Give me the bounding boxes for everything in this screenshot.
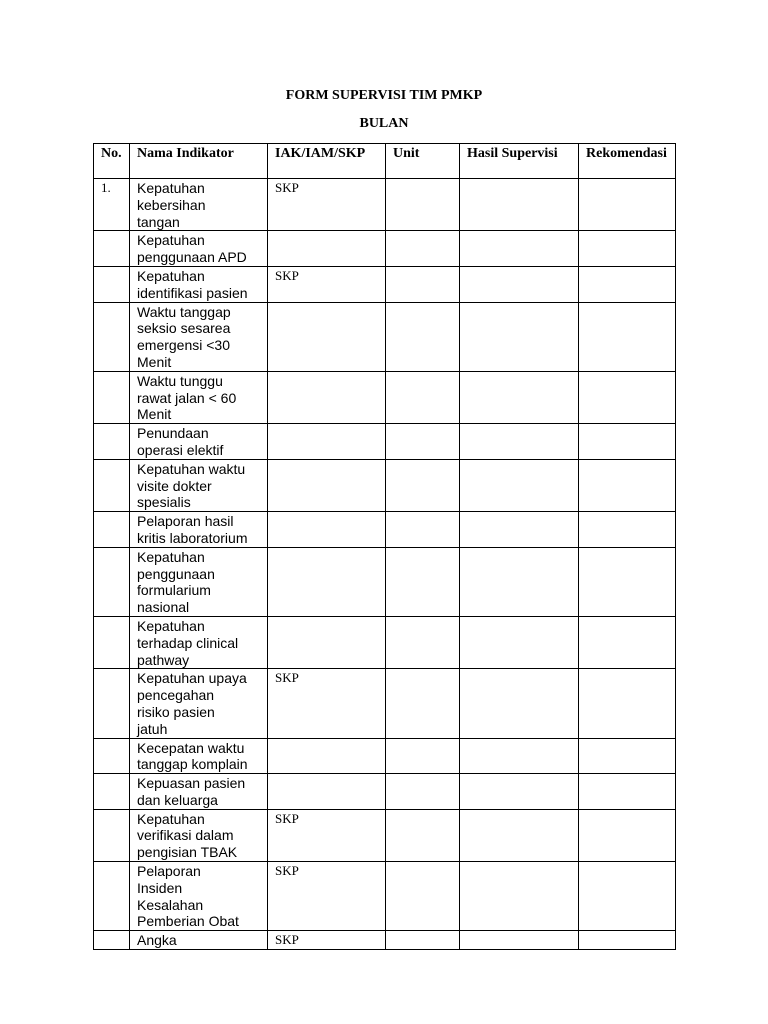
indicator-line: seksio sesarea bbox=[137, 320, 231, 337]
cell-rekomendasi[interactable] bbox=[579, 931, 676, 950]
cell-hasil-supervisi[interactable] bbox=[460, 371, 579, 423]
cell-nama-indikator bbox=[130, 302, 268, 371]
indicator-line: Menit bbox=[137, 406, 172, 423]
cell-unit[interactable] bbox=[386, 616, 460, 668]
cell-nama-indikator bbox=[130, 424, 268, 460]
table-row bbox=[94, 738, 676, 774]
indicator-line: terhadap clinical bbox=[137, 634, 239, 651]
cell-rekomendasi[interactable] bbox=[579, 231, 676, 267]
indicator-line: kebersihan bbox=[137, 196, 206, 213]
indicator-line: Penundaan bbox=[137, 425, 209, 442]
indicator-line: Kepatuhan upaya bbox=[137, 670, 247, 687]
table-row bbox=[94, 231, 676, 267]
cell-no: 1. bbox=[94, 179, 130, 231]
cell-nama-indikator bbox=[130, 738, 268, 774]
cell-no bbox=[94, 371, 130, 423]
cell-hasil-supervisi[interactable] bbox=[460, 512, 579, 548]
cell-rekomendasi[interactable] bbox=[579, 669, 676, 738]
indicator-line: Kepatuhan bbox=[137, 617, 205, 634]
cell-iak-iam-skp bbox=[268, 459, 386, 511]
table-row bbox=[94, 512, 676, 548]
indicator-line: tanggap komplain bbox=[137, 756, 248, 773]
cell-rekomendasi[interactable] bbox=[579, 179, 676, 231]
table-row bbox=[94, 931, 676, 950]
cell-iak-iam-skp: SKP bbox=[268, 862, 386, 931]
cell-no bbox=[94, 547, 130, 616]
cell-unit[interactable] bbox=[386, 179, 460, 231]
indicator-line: rawat jalan < 60 bbox=[137, 389, 237, 406]
cell-nama-indikator bbox=[130, 512, 268, 548]
cell-iak-iam-skp bbox=[268, 371, 386, 423]
table-row bbox=[94, 459, 676, 511]
cell-rekomendasi[interactable] bbox=[579, 616, 676, 668]
cell-unit[interactable] bbox=[386, 512, 460, 548]
indicator-line: Insiden bbox=[137, 879, 183, 896]
indicator-line: identifikasi pasien bbox=[137, 284, 248, 301]
cell-nama-indikator bbox=[130, 774, 268, 810]
indicator-line: pathway bbox=[137, 651, 190, 668]
cell-iak-iam-skp bbox=[268, 616, 386, 668]
indicator-line: Pelaporan hasil bbox=[137, 513, 234, 530]
cell-iak-iam-skp bbox=[268, 512, 386, 548]
indicator-line: dan keluarga bbox=[137, 791, 218, 808]
cell-nama-indikator bbox=[130, 547, 268, 616]
cell-hasil-supervisi[interactable] bbox=[460, 547, 579, 616]
header-iak-iam-skp: IAK/IAM/SKP bbox=[268, 144, 386, 179]
cell-rekomendasi[interactable] bbox=[579, 459, 676, 511]
cell-no bbox=[94, 669, 130, 738]
cell-unit[interactable] bbox=[386, 231, 460, 267]
cell-nama-indikator bbox=[130, 266, 268, 302]
cell-no bbox=[94, 266, 130, 302]
indicator-line: Kepatuhan bbox=[137, 232, 205, 249]
cell-iak-iam-skp: SKP bbox=[268, 179, 386, 231]
table-row bbox=[94, 616, 676, 668]
cell-nama-indikator bbox=[130, 809, 268, 861]
table-row bbox=[94, 302, 676, 371]
header-no: No. bbox=[94, 144, 130, 179]
indicator-line: Kepatuhan bbox=[137, 810, 205, 827]
cell-no bbox=[94, 931, 130, 950]
cell-no bbox=[94, 459, 130, 511]
cell-no bbox=[94, 862, 130, 931]
cell-nama-indikator bbox=[130, 616, 268, 668]
cell-nama-indikator bbox=[130, 231, 268, 267]
header-rekomendasi: Rekomendasi bbox=[579, 144, 676, 179]
cell-no bbox=[94, 302, 130, 371]
indicator-line: Menit bbox=[137, 353, 172, 370]
indicator-line: pengisian TBAK bbox=[137, 844, 238, 861]
cell-nama-indikator bbox=[130, 179, 268, 231]
cell-rekomendasi[interactable] bbox=[579, 424, 676, 460]
header-nama-indikator: Nama Indikator bbox=[130, 144, 268, 179]
cell-nama-indikator bbox=[130, 371, 268, 423]
cell-hasil-supervisi[interactable] bbox=[460, 931, 579, 950]
indicator-line: penggunaan APD bbox=[137, 249, 247, 266]
cell-unit[interactable] bbox=[386, 547, 460, 616]
cell-hasil-supervisi[interactable] bbox=[460, 669, 579, 738]
table-row bbox=[94, 862, 676, 931]
indicator-line: pencegahan bbox=[137, 687, 215, 704]
cell-no bbox=[94, 774, 130, 810]
cell-iak-iam-skp: SKP bbox=[268, 266, 386, 302]
indicator-line: Kepatuhan bbox=[137, 267, 205, 284]
cell-hasil-supervisi[interactable] bbox=[460, 179, 579, 231]
cell-hasil-supervisi[interactable] bbox=[460, 738, 579, 774]
indicator-line: operasi elektif bbox=[137, 441, 224, 458]
cell-unit[interactable] bbox=[386, 669, 460, 738]
cell-unit[interactable] bbox=[386, 424, 460, 460]
table-row bbox=[94, 547, 676, 616]
cell-unit[interactable] bbox=[386, 459, 460, 511]
document-title: FORM SUPERVISI TIM PMKP bbox=[285, 88, 483, 103]
indicator-line: formularium bbox=[137, 582, 211, 599]
indicator-line: Waktu tanggap bbox=[137, 303, 231, 320]
cell-nama-indikator bbox=[130, 669, 268, 738]
table-row bbox=[94, 179, 676, 231]
cell-unit[interactable] bbox=[386, 931, 460, 950]
table-row bbox=[94, 774, 676, 810]
cell-iak-iam-skp bbox=[268, 302, 386, 371]
indicator-line: nasional bbox=[137, 599, 190, 616]
indicator-line: visite dokter bbox=[137, 477, 212, 494]
indicator-line: Pemberian Obat bbox=[137, 913, 239, 930]
indicator-line: Pelaporan bbox=[137, 863, 201, 880]
table-header-row bbox=[94, 144, 676, 179]
cell-hasil-supervisi[interactable] bbox=[460, 231, 579, 267]
cell-iak-iam-skp bbox=[268, 231, 386, 267]
cell-no bbox=[94, 738, 130, 774]
indicator-line: risiko pasien bbox=[137, 703, 215, 720]
cell-hasil-supervisi[interactable] bbox=[460, 424, 579, 460]
cell-rekomendasi[interactable] bbox=[579, 371, 676, 423]
cell-no bbox=[94, 512, 130, 548]
cell-nama-indikator bbox=[130, 459, 268, 511]
indicator-line: Kecepatan waktu bbox=[137, 739, 245, 756]
cell-hasil-supervisi[interactable] bbox=[460, 616, 579, 668]
cell-iak-iam-skp: SKP bbox=[268, 809, 386, 861]
cell-no bbox=[94, 809, 130, 861]
cell-iak-iam-skp: SKP bbox=[268, 931, 386, 950]
indicator-line: verifikasi dalam bbox=[137, 827, 234, 844]
cell-no bbox=[94, 231, 130, 267]
cell-rekomendasi[interactable] bbox=[579, 302, 676, 371]
cell-rekomendasi[interactable] bbox=[579, 862, 676, 931]
table-row bbox=[94, 669, 676, 738]
cell-unit[interactable] bbox=[386, 266, 460, 302]
table-row bbox=[94, 266, 676, 302]
cell-unit[interactable] bbox=[386, 738, 460, 774]
cell-unit[interactable] bbox=[386, 862, 460, 931]
cell-iak-iam-skp bbox=[268, 774, 386, 810]
indicator-line: Waktu tunggu bbox=[137, 372, 223, 389]
cell-iak-iam-skp bbox=[268, 424, 386, 460]
header-unit: Unit bbox=[386, 144, 460, 179]
supervision-table bbox=[93, 143, 676, 950]
table-row bbox=[94, 371, 676, 423]
cell-unit[interactable] bbox=[386, 774, 460, 810]
cell-no bbox=[94, 616, 130, 668]
cell-rekomendasi[interactable] bbox=[579, 512, 676, 548]
indicator-line: emergensi <30 bbox=[137, 337, 231, 354]
indicator-line: Kepatuhan bbox=[137, 548, 205, 565]
table-row bbox=[94, 809, 676, 861]
indicator-line: Kepuasan pasien bbox=[137, 775, 246, 792]
cell-rekomendasi[interactable] bbox=[579, 738, 676, 774]
cell-iak-iam-skp: SKP bbox=[268, 669, 386, 738]
cell-hasil-supervisi[interactable] bbox=[460, 302, 579, 371]
cell-rekomendasi[interactable] bbox=[579, 266, 676, 302]
indicator-line: Kesalahan bbox=[137, 896, 204, 913]
cell-unit[interactable] bbox=[386, 809, 460, 861]
indicator-line: tangan bbox=[137, 213, 180, 230]
cell-rekomendasi[interactable] bbox=[579, 809, 676, 861]
document-subtitle: BULAN bbox=[359, 116, 409, 131]
cell-nama-indikator bbox=[130, 862, 268, 931]
cell-no bbox=[94, 424, 130, 460]
cell-hasil-supervisi[interactable] bbox=[460, 809, 579, 861]
cell-iak-iam-skp bbox=[268, 547, 386, 616]
indicator-line: jatuh bbox=[137, 720, 168, 737]
table-body bbox=[94, 179, 676, 950]
cell-iak-iam-skp bbox=[268, 738, 386, 774]
indicator-line: kritis laboratorium bbox=[137, 529, 248, 546]
indicator-line: spesialis bbox=[137, 494, 191, 511]
cell-hasil-supervisi[interactable] bbox=[460, 266, 579, 302]
header-hasil-supervisi: Hasil Supervisi bbox=[460, 144, 579, 179]
cell-rekomendasi[interactable] bbox=[579, 774, 676, 810]
indicator-line: Kepatuhan waktu bbox=[137, 460, 246, 477]
cell-nama-indikator bbox=[130, 931, 268, 950]
cell-unit[interactable] bbox=[386, 371, 460, 423]
table-row bbox=[94, 424, 676, 460]
cell-rekomendasi[interactable] bbox=[579, 547, 676, 616]
cell-hasil-supervisi[interactable] bbox=[460, 774, 579, 810]
indicator-line: penggunaan bbox=[137, 565, 215, 582]
cell-hasil-supervisi[interactable] bbox=[460, 862, 579, 931]
cell-unit[interactable] bbox=[386, 302, 460, 371]
cell-hasil-supervisi[interactable] bbox=[460, 459, 579, 511]
indicator-line: Angka bbox=[137, 932, 177, 949]
indicator-line: Kepatuhan bbox=[137, 180, 205, 196]
